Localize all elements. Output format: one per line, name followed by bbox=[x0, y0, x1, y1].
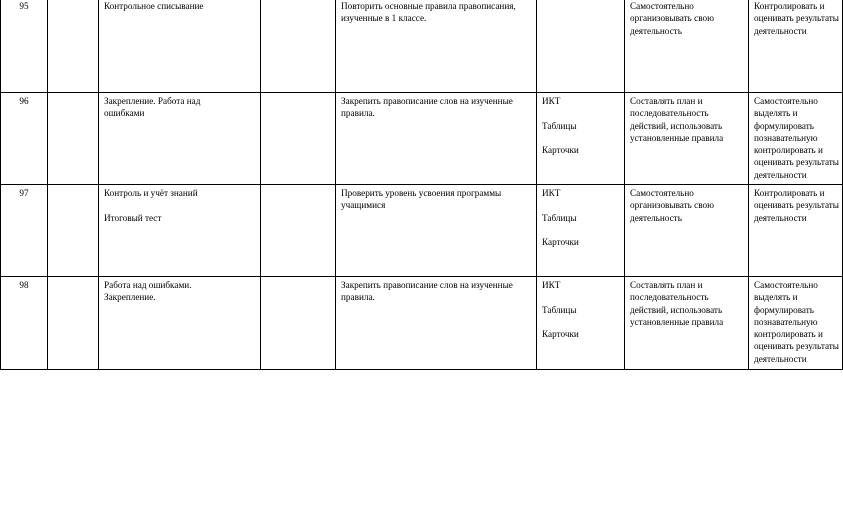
regulatory-cell bbox=[625, 93, 749, 185]
regulatory-line: установленные правила bbox=[630, 132, 724, 143]
cognitive-line: формулировать bbox=[754, 304, 814, 315]
empty-cell bbox=[261, 0, 336, 93]
regulatory-line: деятельность bbox=[630, 212, 682, 223]
table-row bbox=[1, 185, 843, 277]
resource-line: ИКТ bbox=[542, 280, 561, 290]
regulatory-line: деятельность bbox=[630, 25, 682, 36]
regulatory-line: Самостоятельно bbox=[630, 188, 694, 198]
table-row bbox=[1, 0, 843, 93]
empty-cell bbox=[261, 185, 336, 277]
topic-cell bbox=[99, 93, 261, 185]
goal-line: правила. bbox=[341, 108, 375, 119]
topic-line: Контрольное списывание bbox=[104, 1, 204, 11]
goal-line: Закрепить правописание слов на изученные bbox=[341, 96, 513, 106]
cognitive-line: деятельности bbox=[754, 212, 807, 223]
cognitive-cell bbox=[749, 0, 843, 93]
resource-line: ИКТ bbox=[542, 96, 561, 106]
goal-line: Закрепить правописание слов на изученные bbox=[341, 280, 513, 290]
cognitive-line: деятельности bbox=[754, 353, 807, 364]
cognitive-line: контролировать и bbox=[754, 145, 823, 156]
topic-line: Итоговый тест bbox=[104, 212, 162, 223]
goal-cell bbox=[336, 0, 537, 93]
goal-line: Повторить основные правила правописания, bbox=[341, 1, 516, 11]
empty-cell bbox=[48, 0, 99, 93]
regulatory-line: организовывать свою bbox=[630, 13, 714, 24]
regulatory-cell bbox=[625, 277, 749, 370]
goal-cell bbox=[336, 185, 537, 277]
goal-line: учащимися bbox=[341, 200, 386, 211]
empty-cell bbox=[48, 185, 99, 277]
regulatory-line: установленные правила bbox=[630, 316, 724, 327]
resource-line: Карточки bbox=[542, 329, 579, 340]
lesson-number: 97 bbox=[1, 185, 48, 277]
topic-line: Работа над ошибками. bbox=[104, 280, 192, 290]
cognitive-line: оценивать результаты bbox=[754, 157, 839, 168]
resource-line: ИКТ bbox=[542, 188, 561, 198]
regulatory-line: действий, использовать bbox=[630, 304, 723, 315]
cognitive-line: Контролировать и bbox=[754, 1, 825, 11]
topic-line: Закрепление. bbox=[104, 292, 156, 303]
cognitive-line: формулировать bbox=[754, 120, 814, 131]
cognitive-line: оценивать результаты bbox=[754, 200, 839, 211]
cognitive-cell bbox=[749, 93, 843, 185]
cognitive-line: контролировать и bbox=[754, 329, 823, 340]
empty-cell bbox=[261, 93, 336, 185]
regulatory-cell bbox=[625, 0, 749, 93]
topic-cell bbox=[99, 185, 261, 277]
topic-cell bbox=[99, 0, 261, 93]
empty-cell bbox=[48, 277, 99, 370]
resources-cell bbox=[537, 185, 625, 277]
table-row bbox=[1, 93, 843, 185]
table-row bbox=[1, 277, 843, 370]
cognitive-line: выделять и bbox=[754, 108, 798, 119]
cognitive-line: познавательную bbox=[754, 316, 818, 327]
resources-cell bbox=[537, 277, 625, 370]
goal-cell bbox=[336, 277, 537, 370]
lesson-number: 96 bbox=[1, 93, 48, 185]
goal-line: правила. bbox=[341, 292, 375, 303]
cognitive-cell bbox=[749, 277, 843, 370]
resource-line: Таблицы bbox=[542, 212, 577, 223]
resource-line: Карточки bbox=[542, 145, 579, 156]
topic-cell bbox=[99, 277, 261, 370]
cognitive-line: познавательную bbox=[754, 132, 818, 143]
regulatory-line: Составлять план и bbox=[630, 96, 703, 106]
goal-line: Проверить уровень усвоения программы bbox=[341, 188, 502, 198]
regulatory-line: Самостоятельно bbox=[630, 1, 694, 11]
resource-line: Карточки bbox=[542, 237, 579, 248]
regulatory-cell bbox=[625, 185, 749, 277]
lesson-number: 98 bbox=[1, 277, 48, 370]
cognitive-line: оценивать результаты bbox=[754, 13, 839, 24]
empty-cell bbox=[261, 277, 336, 370]
cognitive-line: Самостоятельно bbox=[754, 96, 818, 106]
goal-line: изученные в 1 классе. bbox=[341, 13, 427, 24]
regulatory-line: Составлять план и bbox=[630, 280, 703, 290]
cognitive-line: Самостоятельно bbox=[754, 280, 818, 290]
resource-line: Таблицы bbox=[542, 304, 577, 315]
topic-line: Закрепление. Работа над bbox=[104, 96, 201, 106]
cognitive-line: оценивать результаты bbox=[754, 341, 839, 352]
regulatory-line: последовательность bbox=[630, 108, 709, 119]
goal-cell bbox=[336, 93, 537, 185]
resource-line: Таблицы bbox=[542, 120, 577, 131]
cognitive-cell bbox=[749, 185, 843, 277]
topic-line: ошибками bbox=[104, 108, 145, 119]
empty-cell bbox=[48, 93, 99, 185]
resources-cell bbox=[537, 0, 625, 93]
regulatory-line: действий, использовать bbox=[630, 120, 723, 131]
regulatory-line: организовывать свою bbox=[630, 200, 714, 211]
topic-line: Контроль и учёт знаний bbox=[104, 188, 198, 198]
cognitive-line: Контролировать и bbox=[754, 188, 825, 198]
cognitive-line: деятельности bbox=[754, 25, 807, 36]
resources-cell bbox=[537, 93, 625, 185]
lesson-number: 95 bbox=[1, 0, 48, 93]
regulatory-line: последовательность bbox=[630, 292, 709, 303]
cognitive-line: деятельности bbox=[754, 169, 807, 180]
cognitive-line: выделять и bbox=[754, 292, 798, 303]
